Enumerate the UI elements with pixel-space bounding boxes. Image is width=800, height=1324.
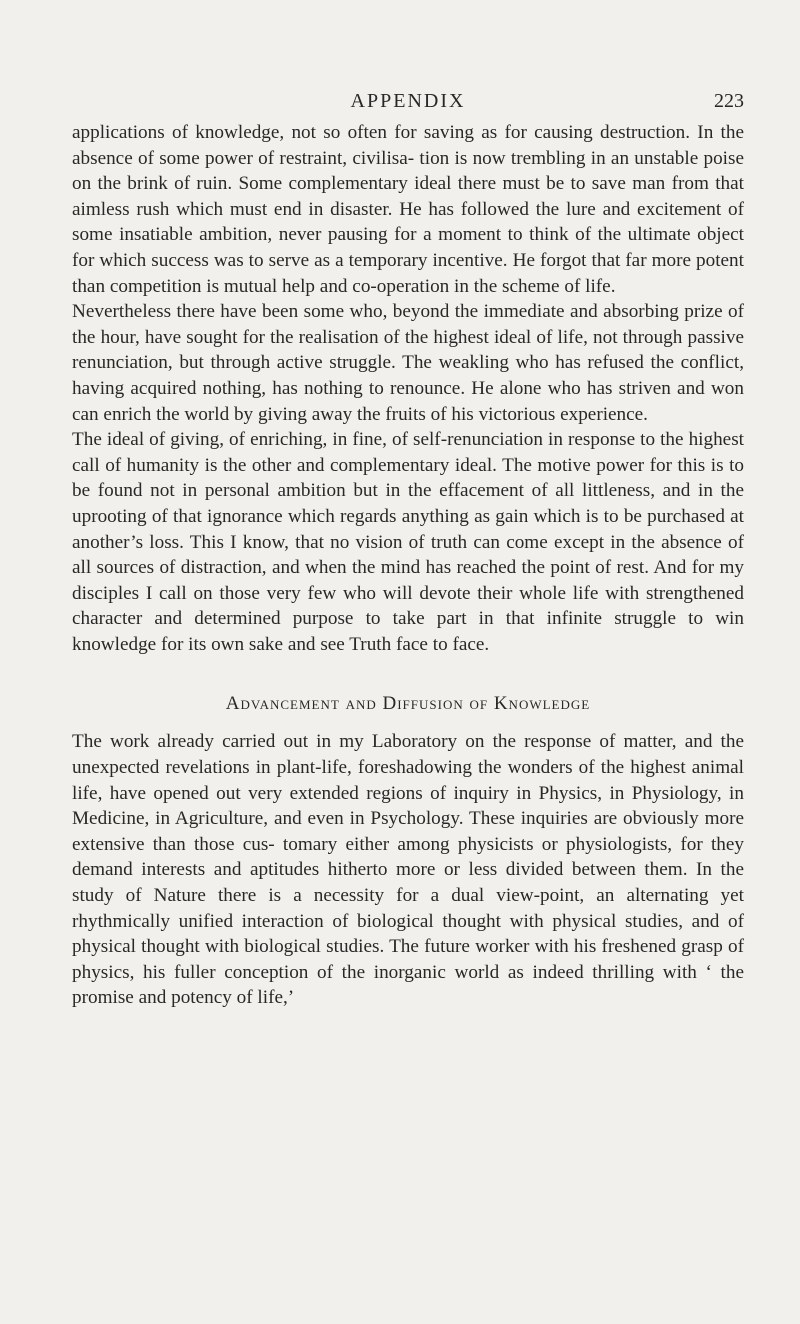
running-head-title: APPENDIX [350, 90, 466, 112]
paragraph-2: Nevertheless there have been some who, beyond the immediate and absorbing prize of the hour, have sought for the realisation of the highest ideal of life, not through passive renunciation, but through active struggle. The weakling who has refused the conflict, having acquired nothing, has nothing to renounce. He alone who has striven and won can enrich the world by giving away the fruits of his victorious experience. [72, 301, 744, 425]
paragraph-1: applications of knowledge, not so often for saving as for causing destruction. In the absence of some power of restraint, civilisa- tion is now trembling in an unstable poise on the brink of ruin. Some complementary ideal there must be to save man from that aimless rush which must end in disaster. He has followed the lure and excitement of some insatiable ambition, never pausing for a moment to think of the ultimate object for which success was to serve as a temporary incentive. He forgot that far more potent than competition is mutual help and co-operation in the scheme of life. [72, 122, 744, 297]
running-head [72, 90, 744, 120]
page-number: 223 [714, 90, 744, 112]
section-heading: Advancement and Diffusion of Knowledge [225, 693, 591, 715]
book-page [72, 90, 744, 1011]
paragraph-3: The ideal of giving, of enriching, in fine, of self-renunciation in response to the highest call of humanity is the other and complementary ideal. The motive power for this is to be found not in personal ambition but in the effacement of all littleness, and in the uprooting of that ignorance which regards anything as gain which is to be purchased at another’s loss. This I know, that no vision of truth can come except in the absence of all sources of distraction, and when the mind has reached the point of rest. And for my disciples I call on those very few who will devote their whole life with strengthened character and determined purpose to take part in that infinite struggle to win knowledge for its own sake and see Truth face to face. [72, 429, 744, 655]
paragraph-4: The work already carried out in my Laboratory on the response of matter, and the unexpected revelations in plant-life, foreshadowing the wonders of the highest animal life, have opened out very extended regions of inquiry in Physics, in Physiology, in Medicine, in Agriculture, and even in Psychology. These inquiries are obviously more extensive than those cus- tomary either among physicists or physiologists, for they demand interests and aptitudes hitherto more or less divided between them. In the study of Nature there is a necessity for a dual view-point, an alternating yet rhythmically unified interaction of biological thought with physical studies, and of physical thought with biological studies. The future worker with his freshened grasp of physics, his fuller conception of the inorganic world as indeed thrilling with ‘ the promise and potency of life,’ [72, 731, 744, 1009]
